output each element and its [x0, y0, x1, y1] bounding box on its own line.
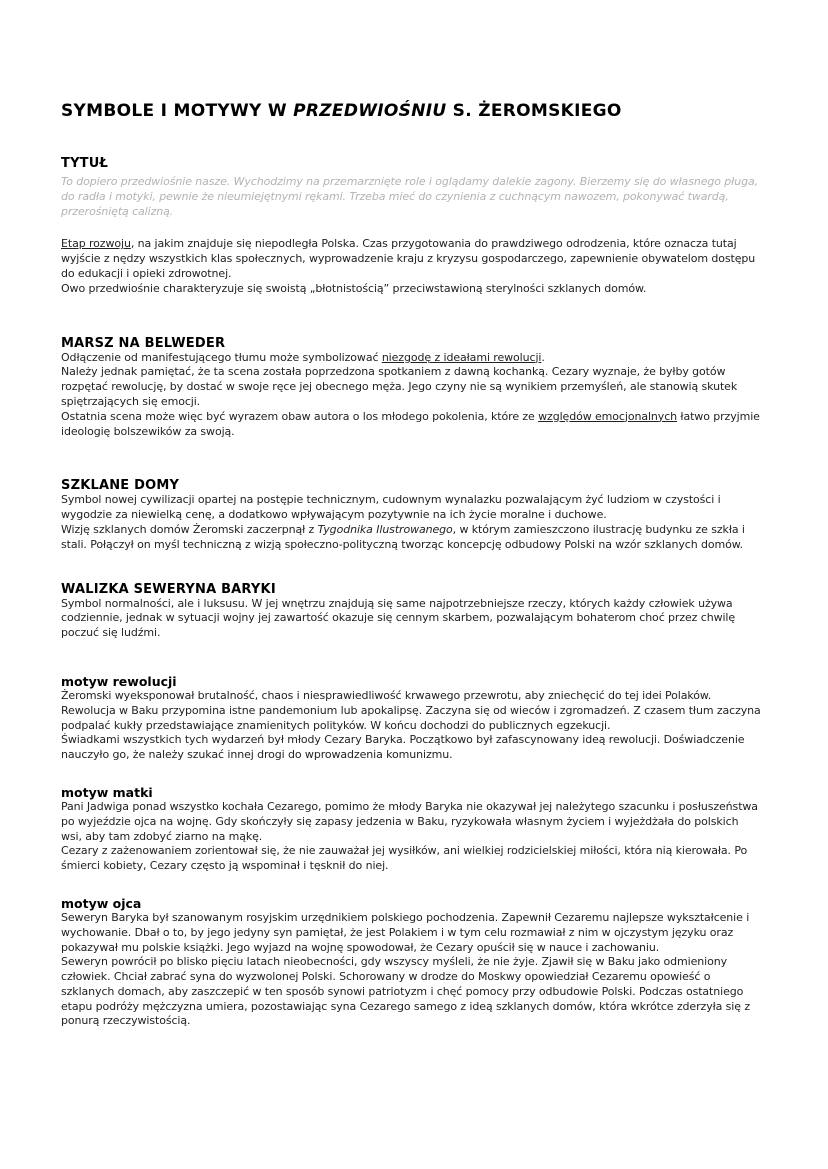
paragraph — [61, 523, 761, 553]
title-suffix: S. ŻEROMSKIEGO — [446, 101, 622, 121]
title-italic: PRZEDWIOŚNIU — [293, 101, 447, 121]
text-span: Odłączenie od manifestującego tłumu może symbolizować — [61, 350, 382, 364]
underlined-phrase: Etap rozwoju — [61, 237, 131, 251]
paragraph: Żeromski wyeksponował brutalność, chaos i niesprawiedliwość krwawego przewrotu, aby zniechęcić do tej idei Polaków. Rewolucja w Baku przypomina istne pandemonium lub apokalipsę. Zaczyna się od wieców i zgromadzeń. Z czasem tłum zaczyna podpalać kukły przedstawiające znamienitych polityków. W końcu dochodzi do publicznych egzekucji. — [61, 688, 761, 732]
italic-phrase: Tygodnika Ilustrowanego — [317, 522, 453, 536]
text-span: łatwo przyjmie ideologię bolszewików za swoją. — [61, 409, 760, 438]
paragraph: Cezary z zażenowaniem zorientował się, że nie zauważał jej wysiłków, ani wielkiej rodzicielskiej miłości, która nią kierowała. Po śmierci kobiety, Cezary często ją wspominał i tęsknił do niej. — [61, 844, 748, 873]
text-span: , na jakim znajduje się niepodległa Polska. Czas przygotowania do prawdziwego odrodzenia, które oznacza tutaj wyjście z nędzy wszystkich klas społecznych, wyprowadzenie kraju z kryzysu gospodarczego, zapewnienie obywatelom dostępu do edukacji i opieki zdrowotnej. — [61, 237, 756, 280]
section-heading: TYTUŁ — [61, 156, 109, 171]
paragraph: Symbol normalności, ale i luksusu. W jej wnętrzu znajdują się same najpotrzebniejsze rzeczy, których każdy człowiek używa codziennie, jednak w sytuacji wojny jej zawartość okazuje się cennym skarbem, pozwalającym bohaterom choć przez chwilę poczuć się ludźmi. — [61, 596, 736, 640]
section-motyw-rewolucji — [61, 674, 761, 763]
subsection-heading: motyw ojca — [61, 895, 142, 911]
paragraph: Świadkami wszystkich tych wydarzeń był młody Cezary Baryka. Początkowo był zafascynowany ideą rewolucji. Doświadczenie nauczyło go, że należy szukać innej drogi do wprowadzenia komunizmu. — [61, 733, 745, 762]
paragraph: Symbol nowej cywilizacji opartej na postępie technicznym, cudownym wynalazku pozwalającym żyć ludziom w czystości i wygodzie za niewielką cenę, a dodatkowo wpływającym pozytywnie na ich życie moralne i duchowe. — [61, 493, 721, 522]
paragraph — [61, 351, 761, 366]
paragraph: Należy jednak pamiętać, że ta scena została poprzedzona spotkaniem z dawną kochanką. Cezary wyznaje, że byłby gotów rozpętać rewolucję, by dostać w swoje ręce jej obecnego męża. Jego czyny nie są wynikiem przemyśleń, ale stanowią skutek spiętrzających się emocji. — [61, 365, 738, 408]
paragraph: Seweryn powrócił po blisko pięciu latach nieobecności, gdy wszyscy myśleli, że nie żyje. Zjawił się w Baku jako odmieniony człowiek. Chciał zabrać syna do wyzwolonej Polski. Schorowany w drodze do Moskwy opowiedział Cezaremu opowieść o szklanych domach, aby zaszczepić w ten sposób synowi patriotyzm i chęć pomocy przy odbudowie Polski. Podczas ostatniego etapu podróży mężczyzna umiera, pozostawiając syna Cezarego samego z ideą szklanych domów, która wkrótce zderzyła się z ponurą rzeczywistością. — [61, 955, 750, 1028]
section-marsz — [61, 336, 761, 440]
section-motyw-matki — [61, 785, 761, 874]
paragraph: Owo przedwiośnie charakteryzuje się swoistą „błotnistością” przeciwstawioną sterylności szklanych domów. — [61, 281, 647, 295]
text-span: Ostatnia scena może więc być wyrazem obaw autora o los młodego pokolenia, które ze — [61, 409, 539, 423]
text-span: Wizję szklanych domów Żeromski zaczerpnął z — [61, 522, 318, 536]
paragraph: Seweryn Baryka był szanowanym rosyjskim urzędnikiem polskiego pochodzenia. Zapewnił Cezaremu najlepsze wykształcenie i wychowanie. Dbał o to, by jego jedyny syn pamiętał, że jest Polakiem i w tym celu rozmawiał z nim w ojczystym języku oraz pokazywał mu polskie książki. Jego wyjazd na wojnę spowodował, że Cezary opuścił się w nauce i zachowaniu. — [61, 910, 750, 954]
document-content — [61, 101, 761, 1029]
section-motyw-ojca — [61, 896, 761, 1029]
subsection-heading: motyw rewolucji — [61, 673, 177, 689]
underlined-phrase: niezgodę z ideałami rewolucji — [381, 350, 542, 364]
subsection-heading: motyw matki — [61, 784, 153, 800]
section-szklane-domy — [61, 478, 761, 552]
section-heading: WALIZKA SEWERYNA BARYKI — [61, 581, 276, 597]
text-span: . — [541, 350, 545, 364]
quote-paragraph: To dopiero przedwiośnie nasze. Wychodzimy na przemarznięte role i oglądamy dalekie zagony. Bierzemy się do własnego pługa, do radła i motyki, pewnie że nieumiejętnymi rękami. Trzeba mieć do czynienia z cuchnącym nawozem, pokonywać twardą, przerośniętą calizną. — [61, 175, 759, 218]
underlined-phrase: względów emocjonalnych — [538, 409, 678, 423]
section-heading: SZKLANE DOMY — [61, 478, 180, 494]
page-title — [61, 101, 761, 121]
text-span: , w którym zamieszczono ilustrację budynku ze szkła i stali. Połączył on myśl techniczną z wizją społeczno-polityczną tworząc koncepcję odbudowy Polski na wzór szklanych domów. — [61, 522, 745, 551]
section-walizka — [61, 582, 761, 641]
section-tytul — [61, 156, 761, 297]
paragraph — [61, 237, 761, 281]
paragraph — [61, 410, 761, 440]
title-prefix: SYMBOLE I MOTYWY W — [61, 101, 294, 121]
paragraph: Pani Jadwiga ponad wszystko kochała Cezarego, pomimo że młody Baryka nie okazywał jej należytego szacunku i posłuszeństwa po wyjeździe ojca na wojnę. Gdy skończyły się zapasy jedzenia w Baku, ryzykowała własnym życiem i wyjeżdżała do polskich wsi, aby tam zdobyć ziarno na mąkę. — [61, 799, 758, 843]
section-heading: MARSZ NA BELWEDER — [61, 335, 226, 351]
